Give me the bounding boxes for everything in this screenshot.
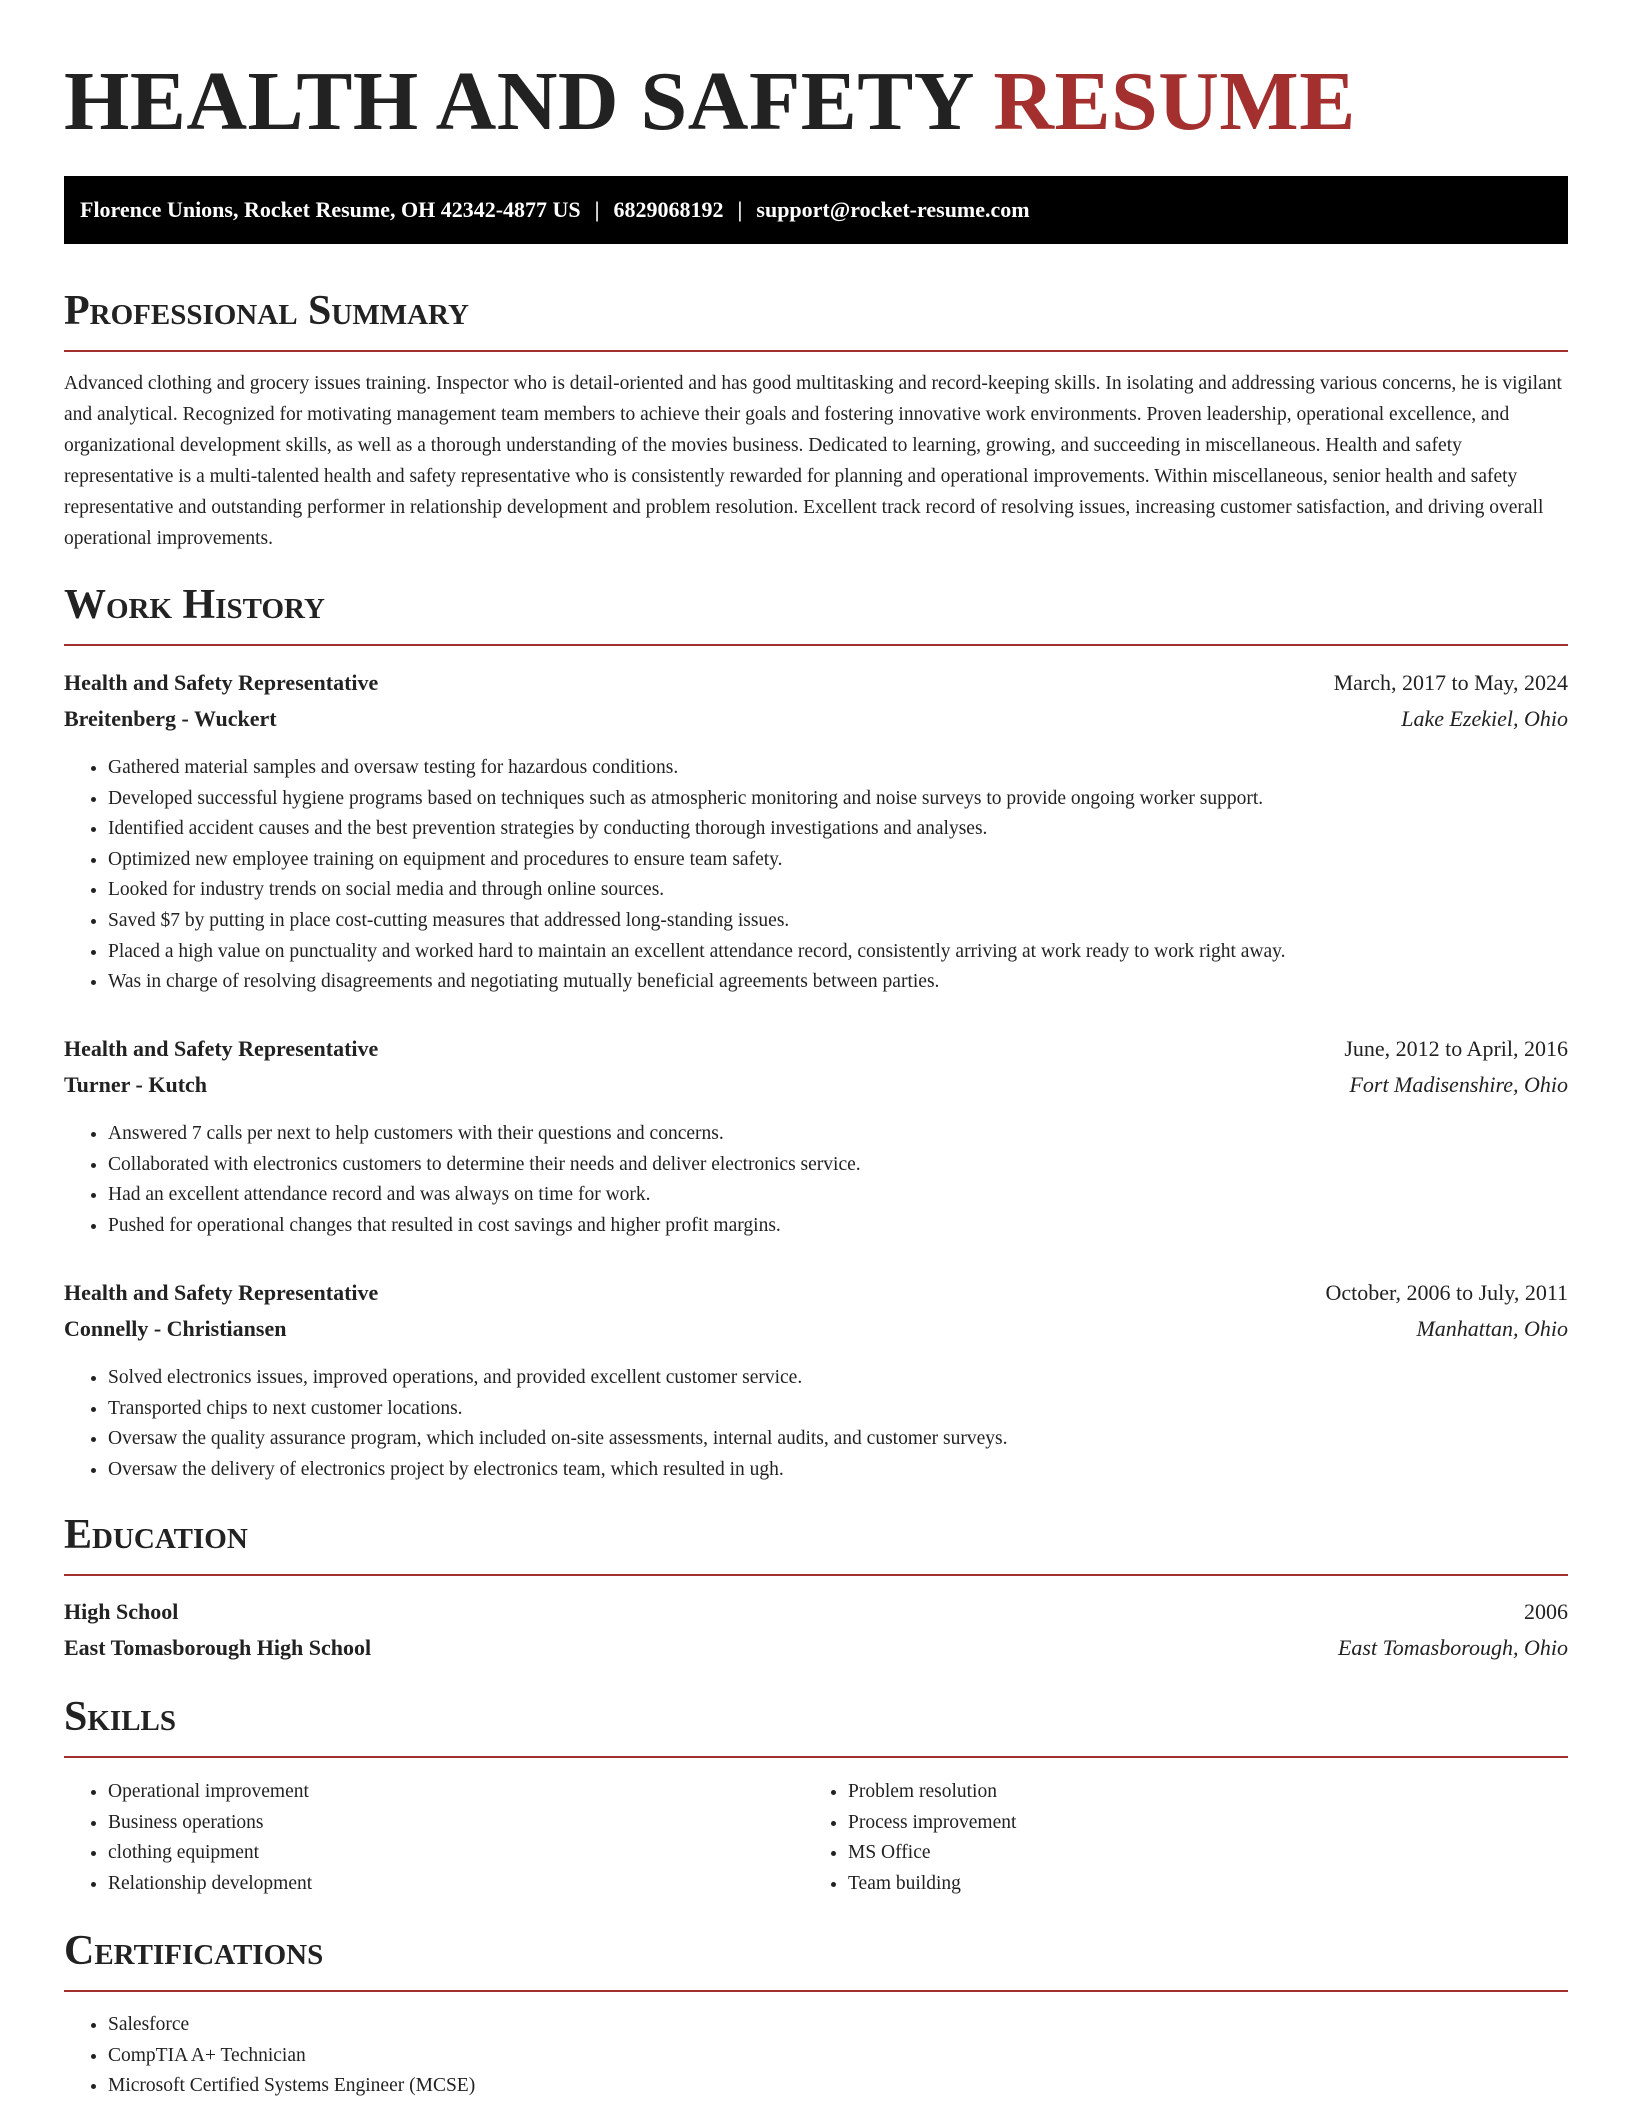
job-company-row: [64, 1069, 1568, 1101]
job-title: Health and Safety Representative: [64, 1280, 379, 1305]
job-bullet: • Oversaw the quality assurance program, which included on-site assessments, internal audits, and customer surveys.: [108, 1424, 1007, 1455]
job-company-row: [64, 703, 1568, 735]
job-header-row: [64, 1277, 1568, 1309]
title-main: HEALTH AND SAFETY: [64, 55, 972, 148]
education-year: 2006: [1524, 1599, 1568, 1624]
job-title: Health and Safety Representative: [64, 1036, 379, 1061]
job-bullet: • Optimized new employee training on equipment and procedures to ensure team safety.: [108, 845, 1286, 876]
summary-text: Advanced clothing and grocery issues training. Inspector who is detail-oriented and has good multitasking and record-keeping skills. In isolating and addressing various concerns, he is vigilant and analytical. Recognized for motivating management team members to achieve their goals and fostering innovative work environments. Proven leadership, operational excellence, and organizational development skills, as well as a thorough understanding of the movies business. Dedicated to learning, growing, and succeeding in miscellaneous. Health and safety representative is a multi-talented health and safety representative who is consistently rewarded for planning and operational improvements. Within miscellaneous, senior health and safety representative and outstanding performer in relationship development and problem resolution. Excellent track record of resolving issues, increasing customer satisfaction, and driving overall operational improvements.: [64, 373, 1562, 549]
skill-item: • Team building: [848, 1869, 1016, 1900]
skills-list-right: [804, 1777, 1016, 1899]
job-location: Lake Ezekiel, Ohio: [1401, 706, 1568, 731]
job-bullet-list: [64, 753, 1286, 998]
section-heading-work-history: Work History: [64, 580, 1568, 646]
certification-item: • Microsoft Certified Systems Engineer (MCSE): [108, 2071, 475, 2102]
education-location: East Tomasborough, Ohio: [1337, 1635, 1568, 1660]
job-bullet: • Oversaw the delivery of electronics project by electronics team, which resulted in ugh.: [108, 1455, 1007, 1486]
job-bullet-list: [64, 1363, 1007, 1485]
job-header-row: [64, 667, 1568, 699]
certification-item: • CompTIA A+ Technician: [108, 2041, 475, 2072]
job-company-row: [64, 1313, 1568, 1345]
title-accent: RESUME: [993, 55, 1356, 148]
job-company: Breitenberg - Wuckert: [64, 706, 277, 731]
job-header-row: [64, 1033, 1568, 1065]
resume-title: [64, 52, 1356, 152]
job-bullet: • Gathered material samples and oversaw testing for hazardous conditions.: [108, 753, 1286, 784]
job-bullet: • Transported chips to next customer locations.: [108, 1394, 1007, 1425]
education-school: East Tomasborough High School: [64, 1635, 372, 1660]
job-bullet: • Answered 7 calls per next to help customers with their questions and concerns.: [108, 1119, 861, 1150]
contact-address: Florence Unions, Rocket Resume, OH 42342-4877 US: [80, 197, 581, 222]
skill-item: • Process improvement: [848, 1808, 1016, 1839]
job-bullet: • Was in charge of resolving disagreements and negotiating mutually beneficial agreements between parties.: [108, 967, 1286, 998]
skill-item: • Business operations: [108, 1808, 312, 1839]
job-location: Manhattan, Ohio: [1416, 1316, 1568, 1341]
contact-email[interactable]: support@rocket-resume.com: [756, 197, 1030, 222]
job-bullet: • Pushed for operational changes that resulted in cost savings and higher profit margins.: [108, 1211, 861, 1242]
job-dates: October, 2006 to July, 2011: [1325, 1280, 1568, 1305]
skill-item: • Problem resolution: [848, 1777, 1016, 1808]
skills-list-left: [64, 1777, 312, 1899]
job-bullet: • Collaborated with electronics customers to determine their needs and deliver electronics service.: [108, 1150, 861, 1181]
job-dates: March, 2017 to May, 2024: [1333, 670, 1568, 695]
job-bullet: • Developed successful hygiene programs based on techniques such as atmospheric monitoring and noise surveys to provide ongoing worker support.: [108, 784, 1286, 815]
job-bullet: • Looked for industry trends on social media and through online sources.: [108, 875, 1286, 906]
certification-item: • Salesforce: [108, 2010, 475, 2041]
skill-item: • MS Office: [848, 1838, 1016, 1869]
job-title: Health and Safety Representative: [64, 670, 379, 695]
contact-separator: |: [594, 197, 600, 222]
section-heading-certifications: Certifications: [64, 1926, 1568, 1992]
skill-item: • clothing equipment: [108, 1838, 312, 1869]
job-company: Connelly - Christiansen: [64, 1316, 287, 1341]
education-header-row: [64, 1596, 1568, 1628]
education-school-row: [64, 1632, 1568, 1664]
contact-phone[interactable]: 6829068192: [613, 197, 724, 222]
skill-item: • Relationship development: [108, 1869, 312, 1900]
contact-separator: |: [737, 197, 743, 222]
job-bullet: • Saved $7 by putting in place cost-cutting measures that addressed long-standing issues.: [108, 906, 1286, 937]
certifications-list: [64, 2010, 475, 2102]
job-dates: June, 2012 to April, 2016: [1344, 1036, 1568, 1061]
education-degree: High School: [64, 1599, 179, 1624]
section-heading-education: Education: [64, 1510, 1568, 1576]
skill-item: • Operational improvement: [108, 1777, 312, 1808]
job-bullet: • Had an excellent attendance record and was always on time for work.: [108, 1180, 861, 1211]
job-bullet-list: [64, 1119, 861, 1241]
job-bullet: • Placed a high value on punctuality and worked hard to maintain an excellent attendance record, consistently arriving at work ready to work right away.: [108, 937, 1286, 968]
job-bullet: • Identified accident causes and the best prevention strategies by conducting thorough investigations and analyses.: [108, 814, 1286, 845]
contact-bar: [64, 176, 1568, 244]
job-bullet: • Solved electronics issues, improved operations, and provided excellent customer service.: [108, 1363, 1007, 1394]
job-location: Fort Madisenshire, Ohio: [1349, 1072, 1568, 1097]
section-heading-skills: Skills: [64, 1692, 1568, 1758]
job-company: Turner - Kutch: [64, 1072, 208, 1097]
section-heading-summary: Professional Summary: [64, 286, 1568, 352]
